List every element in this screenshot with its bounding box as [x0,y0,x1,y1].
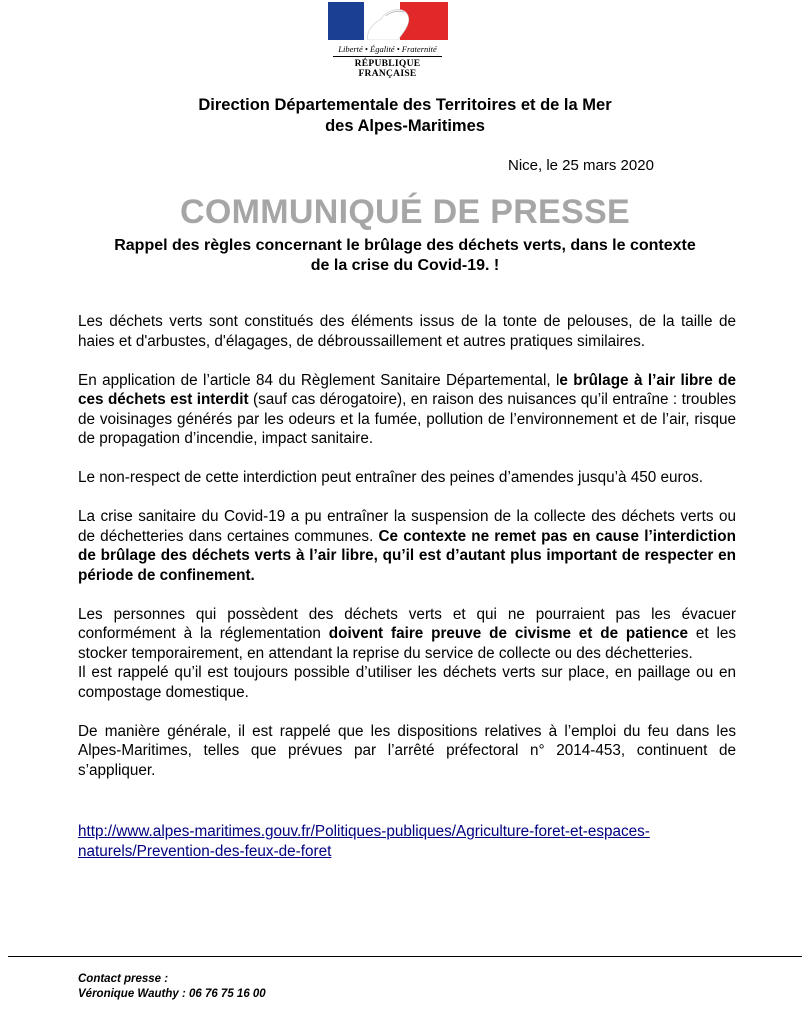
logo-divider [333,56,442,57]
direction-line-2: des Alpes-Maritimes [325,117,485,135]
paragraph-penalty: Le non-respect de cette interdiction peut entraîner des peines d’amendes jusqu’à 450 euros. [78,469,704,486]
paragraph-covid-context: La crise sanitaire du Covid-19 a pu entraîner la suspension de la collecte des déchets verts ou de déchetteries dans certaines communes. Ce contexte ne remet pas en cause l’interdiction de brûlage des déchets verts à l’air libre, qu’il est d’autant plus important de respecter en période de confinement. [78,508,736,584]
marianne-logo [325,2,450,79]
contact-person: Véronique Wauthy : 06 76 75 16 00 [78,988,266,1000]
tricolor-flag-icon [328,2,448,40]
paragraph-storage: Les personnes qui possèdent des déchets verts et qui ne pourraient pas les évacuer conformément à la réglementation doivent faire preuve de civisme et de patience et les stocker temporairement, en attendant la reprise du service de collecte ou des déchetteries. [78,605,736,662]
footer-divider [8,956,802,957]
contact-label: Contact presse : [78,973,169,985]
motto-text: Liberté • Égalité • Fraternité [338,44,437,54]
reference-link[interactable]: http://www.alpes-maritimes.gouv.fr/Politiques-publiques/Agriculture-foret-et-espaces- naturels/Prevention-des-feux-de-foret [78,823,650,860]
subtitle-line-2: de la crise du Covid-19. ! [310,257,500,274]
press-contact [78,972,266,1002]
republic-text: RÉPUBLIQUE FRANÇAISE [354,59,421,79]
direction-heading [0,95,810,137]
subtitle-line-1: Rappel des règles concernant le brûlage des déchets verts, dans le contexte [114,237,696,254]
direction-line-1: Direction Départementale des Territoires et de la Mer [198,96,612,114]
page-title: COMMUNIQUÉ DE PRESSE [180,193,630,231]
date-line: Nice, le 25 mars 2020 [508,157,654,174]
paragraph-general: De manière générale, il est rappelé que les dispositions relatives à l’emploi du feu dans les Alpes-Maritimes, telles que prévues par l’arrêté préfectoral n° 2014-453, continuent de s’appliquer. [78,722,736,779]
paragraph-definition: Les déchets verts sont constitués des éléments issus de la tonte de pelouses, de la taille de haies et d'arbustes, d'élagages, de débroussaillement et autres pratiques similaires. [78,313,736,350]
press-release-body [78,312,736,800]
paragraph-regulation: En application de l’article 84 du Règlement Sanitaire Départemental, le brûlage à l’air libre de ces déchets est interdit (sauf cas dérogatoire), en raison des nuisances qu’il entraîne : troubles de voisinages générés par les odeurs et la fumée, pollution de l’environnement et de l’air, risque de propagation d’incendie, impact sanitaire. [78,371,737,447]
paragraph-reuse: Il est rappelé qu’il est toujours possible d’utiliser les déchets verts sur place, en paillage ou en compostage domestique. [78,664,736,701]
subtitle [60,236,750,276]
reference-link-block [78,822,758,861]
